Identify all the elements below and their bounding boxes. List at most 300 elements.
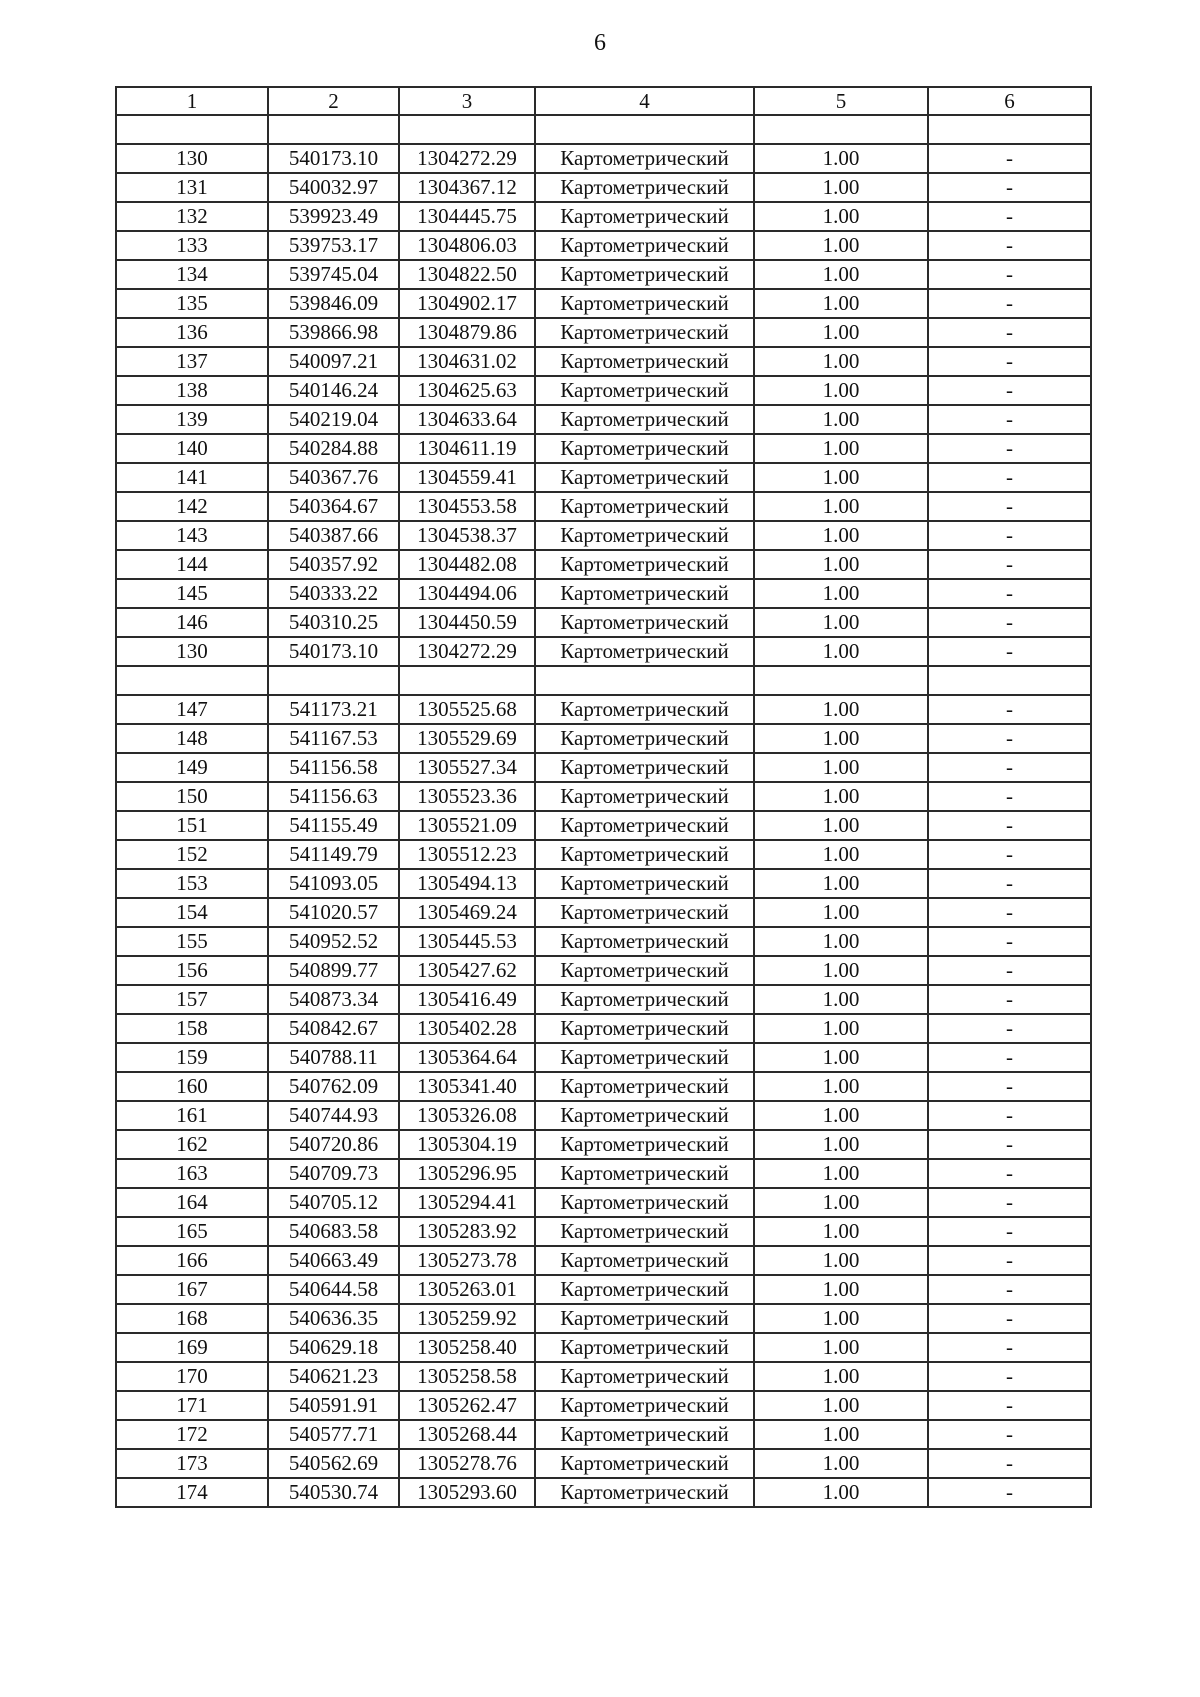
note-cell: -	[928, 1188, 1091, 1217]
note-cell: -	[928, 869, 1091, 898]
y-coordinate-cell: 1304367.12	[399, 173, 535, 202]
accuracy-cell: 1.00	[754, 608, 928, 637]
table-row	[116, 1188, 1091, 1217]
y-coordinate-cell: 1305294.41	[399, 1188, 535, 1217]
note-cell: -	[928, 1130, 1091, 1159]
accuracy-cell: 1.00	[754, 405, 928, 434]
method-cell: Картометрический	[535, 1246, 754, 1275]
x-coordinate-cell: 541093.05	[268, 869, 399, 898]
y-coordinate-cell: 1304553.58	[399, 492, 535, 521]
method-cell: Картометрический	[535, 1014, 754, 1043]
method-cell: Картометрический	[535, 637, 754, 666]
accuracy-cell: 1.00	[754, 1304, 928, 1333]
accuracy-cell: 1.00	[754, 434, 928, 463]
x-coordinate-cell: 540629.18	[268, 1333, 399, 1362]
point-number-cell: 151	[116, 811, 268, 840]
y-coordinate-cell: 1305521.09	[399, 811, 535, 840]
y-coordinate-cell: 1304494.06	[399, 579, 535, 608]
y-coordinate-cell: 1305293.60	[399, 1478, 535, 1507]
contour-separator-row	[116, 666, 1091, 695]
point-number-cell: 167	[116, 1275, 268, 1304]
y-coordinate-cell: 1305364.64	[399, 1043, 535, 1072]
y-coordinate-cell: 1304450.59	[399, 608, 535, 637]
accuracy-cell: 1.00	[754, 927, 928, 956]
x-coordinate-cell: 540387.66	[268, 521, 399, 550]
y-coordinate-cell: 1304822.50	[399, 260, 535, 289]
x-coordinate-cell: 540146.24	[268, 376, 399, 405]
table-row	[116, 289, 1091, 318]
x-coordinate-cell: 541156.63	[268, 782, 399, 811]
x-coordinate-cell: 540310.25	[268, 608, 399, 637]
x-coordinate-cell: 540367.76	[268, 463, 399, 492]
table-row	[116, 492, 1091, 521]
accuracy-cell: 1.00	[754, 173, 928, 202]
table-row	[116, 695, 1091, 724]
empty-cell	[928, 666, 1091, 695]
empty-cell	[754, 115, 928, 144]
x-coordinate-cell: 541156.58	[268, 753, 399, 782]
method-cell: Картометрический	[535, 695, 754, 724]
note-cell: -	[928, 521, 1091, 550]
accuracy-cell: 1.00	[754, 289, 928, 318]
point-number-cell: 156	[116, 956, 268, 985]
accuracy-cell: 1.00	[754, 1391, 928, 1420]
accuracy-cell: 1.00	[754, 898, 928, 927]
note-cell: -	[928, 289, 1091, 318]
method-cell: Картометрический	[535, 1478, 754, 1507]
table-row	[116, 1014, 1091, 1043]
accuracy-cell: 1.00	[754, 1188, 928, 1217]
table-row	[116, 1101, 1091, 1130]
table-row	[116, 724, 1091, 753]
note-cell: -	[928, 1333, 1091, 1362]
accuracy-cell: 1.00	[754, 1333, 928, 1362]
column-number: 3	[399, 87, 535, 115]
y-coordinate-cell: 1304445.75	[399, 202, 535, 231]
point-number-cell: 142	[116, 492, 268, 521]
accuracy-cell: 1.00	[754, 1362, 928, 1391]
table-row	[116, 173, 1091, 202]
y-coordinate-cell: 1305258.40	[399, 1333, 535, 1362]
coordinates-table	[115, 86, 1092, 1508]
y-coordinate-cell: 1305494.13	[399, 869, 535, 898]
table-row	[116, 898, 1091, 927]
point-number-cell: 155	[116, 927, 268, 956]
point-number-cell: 148	[116, 724, 268, 753]
point-number-cell: 152	[116, 840, 268, 869]
accuracy-cell: 1.00	[754, 202, 928, 231]
accuracy-cell: 1.00	[754, 260, 928, 289]
note-cell: -	[928, 550, 1091, 579]
point-number-cell: 133	[116, 231, 268, 260]
accuracy-cell: 1.00	[754, 695, 928, 724]
accuracy-cell: 1.00	[754, 1159, 928, 1188]
method-cell: Картометрический	[535, 1391, 754, 1420]
point-number-cell: 174	[116, 1478, 268, 1507]
point-number-cell: 161	[116, 1101, 268, 1130]
x-coordinate-cell: 540097.21	[268, 347, 399, 376]
x-coordinate-cell: 541149.79	[268, 840, 399, 869]
point-number-cell: 136	[116, 318, 268, 347]
note-cell: -	[928, 1304, 1091, 1333]
method-cell: Картометрический	[535, 463, 754, 492]
accuracy-cell: 1.00	[754, 1101, 928, 1130]
table-row	[116, 608, 1091, 637]
y-coordinate-cell: 1304482.08	[399, 550, 535, 579]
column-number: 4	[535, 87, 754, 115]
point-number-cell: 153	[116, 869, 268, 898]
x-coordinate-cell: 541173.21	[268, 695, 399, 724]
method-cell: Картометрический	[535, 753, 754, 782]
table-row	[116, 1478, 1091, 1507]
x-coordinate-cell: 540720.86	[268, 1130, 399, 1159]
y-coordinate-cell: 1305527.34	[399, 753, 535, 782]
y-coordinate-cell: 1305529.69	[399, 724, 535, 753]
note-cell: -	[928, 811, 1091, 840]
y-coordinate-cell: 1305283.92	[399, 1217, 535, 1246]
y-coordinate-cell: 1305259.92	[399, 1304, 535, 1333]
y-coordinate-cell: 1305512.23	[399, 840, 535, 869]
method-cell: Картометрический	[535, 1217, 754, 1246]
method-cell: Картометрический	[535, 956, 754, 985]
table-row	[116, 1362, 1091, 1391]
note-cell: -	[928, 1362, 1091, 1391]
note-cell: -	[928, 318, 1091, 347]
note-cell: -	[928, 144, 1091, 173]
accuracy-cell: 1.00	[754, 840, 928, 869]
note-cell: -	[928, 1478, 1091, 1507]
method-cell: Картометрический	[535, 318, 754, 347]
note-cell: -	[928, 898, 1091, 927]
method-cell: Картометрический	[535, 1130, 754, 1159]
method-cell: Картометрический	[535, 202, 754, 231]
table-row	[116, 1072, 1091, 1101]
y-coordinate-cell: 1305416.49	[399, 985, 535, 1014]
x-coordinate-cell: 541155.49	[268, 811, 399, 840]
method-cell: Картометрический	[535, 1333, 754, 1362]
method-cell: Картометрический	[535, 1188, 754, 1217]
table-row	[116, 260, 1091, 289]
method-cell: Картометрический	[535, 231, 754, 260]
accuracy-cell: 1.00	[754, 1043, 928, 1072]
note-cell: -	[928, 231, 1091, 260]
y-coordinate-cell: 1304902.17	[399, 289, 535, 318]
empty-cell	[928, 115, 1091, 144]
table-row	[116, 1159, 1091, 1188]
method-cell: Картометрический	[535, 1275, 754, 1304]
note-cell: -	[928, 347, 1091, 376]
method-cell: Картометрический	[535, 550, 754, 579]
note-cell: -	[928, 492, 1091, 521]
method-cell: Картометрический	[535, 985, 754, 1014]
x-coordinate-cell: 540762.09	[268, 1072, 399, 1101]
y-coordinate-cell: 1305402.28	[399, 1014, 535, 1043]
table-row	[116, 434, 1091, 463]
y-coordinate-cell: 1304633.64	[399, 405, 535, 434]
y-coordinate-cell: 1305304.19	[399, 1130, 535, 1159]
table-row	[116, 579, 1091, 608]
x-coordinate-cell: 539753.17	[268, 231, 399, 260]
table-row	[116, 405, 1091, 434]
accuracy-cell: 1.00	[754, 637, 928, 666]
x-coordinate-cell: 539866.98	[268, 318, 399, 347]
method-cell: Картометрический	[535, 260, 754, 289]
table-row	[116, 347, 1091, 376]
y-coordinate-cell: 1305273.78	[399, 1246, 535, 1275]
table-row	[116, 202, 1091, 231]
point-number-cell: 169	[116, 1333, 268, 1362]
method-cell: Картометрический	[535, 289, 754, 318]
x-coordinate-cell: 539923.49	[268, 202, 399, 231]
table-row	[116, 1043, 1091, 1072]
column-number: 6	[928, 87, 1091, 115]
method-cell: Картометрический	[535, 1362, 754, 1391]
x-coordinate-cell: 539846.09	[268, 289, 399, 318]
point-number-cell: 147	[116, 695, 268, 724]
accuracy-cell: 1.00	[754, 492, 928, 521]
column-number: 2	[268, 87, 399, 115]
method-cell: Картометрический	[535, 898, 754, 927]
accuracy-cell: 1.00	[754, 347, 928, 376]
accuracy-cell: 1.00	[754, 550, 928, 579]
y-coordinate-cell: 1304625.63	[399, 376, 535, 405]
point-number-cell: 159	[116, 1043, 268, 1072]
x-coordinate-cell: 540952.52	[268, 927, 399, 956]
x-coordinate-cell: 540032.97	[268, 173, 399, 202]
y-coordinate-cell: 1305262.47	[399, 1391, 535, 1420]
point-number-cell: 162	[116, 1130, 268, 1159]
empty-cell	[399, 115, 535, 144]
table-row	[116, 463, 1091, 492]
x-coordinate-cell: 540842.67	[268, 1014, 399, 1043]
method-cell: Картометрический	[535, 1304, 754, 1333]
method-cell: Картометрический	[535, 1449, 754, 1478]
point-number-cell: 157	[116, 985, 268, 1014]
point-number-cell: 137	[116, 347, 268, 376]
y-coordinate-cell: 1304806.03	[399, 231, 535, 260]
table-row	[116, 637, 1091, 666]
accuracy-cell: 1.00	[754, 956, 928, 985]
empty-cell	[399, 666, 535, 695]
accuracy-cell: 1.00	[754, 231, 928, 260]
note-cell: -	[928, 753, 1091, 782]
table-row	[116, 956, 1091, 985]
y-coordinate-cell: 1304559.41	[399, 463, 535, 492]
table-row	[116, 869, 1091, 898]
accuracy-cell: 1.00	[754, 1072, 928, 1101]
y-coordinate-cell: 1305445.53	[399, 927, 535, 956]
table-row	[116, 1391, 1091, 1420]
y-coordinate-cell: 1305268.44	[399, 1420, 535, 1449]
y-coordinate-cell: 1304631.02	[399, 347, 535, 376]
note-cell: -	[928, 405, 1091, 434]
x-coordinate-cell: 540219.04	[268, 405, 399, 434]
x-coordinate-cell: 540683.58	[268, 1217, 399, 1246]
point-number-cell: 140	[116, 434, 268, 463]
table-row	[116, 985, 1091, 1014]
table-row	[116, 376, 1091, 405]
empty-cell	[268, 115, 399, 144]
table-row	[116, 318, 1091, 347]
point-number-cell: 132	[116, 202, 268, 231]
method-cell: Картометрический	[535, 173, 754, 202]
note-cell: -	[928, 1101, 1091, 1130]
column-number-row	[116, 87, 1091, 115]
table-row	[116, 1246, 1091, 1275]
table-row	[116, 840, 1091, 869]
accuracy-cell: 1.00	[754, 1130, 928, 1159]
empty-cell	[754, 666, 928, 695]
note-cell: -	[928, 260, 1091, 289]
method-cell: Картометрический	[535, 376, 754, 405]
accuracy-cell: 1.00	[754, 1449, 928, 1478]
note-cell: -	[928, 985, 1091, 1014]
note-cell: -	[928, 724, 1091, 753]
y-coordinate-cell: 1304879.86	[399, 318, 535, 347]
x-coordinate-cell: 540744.93	[268, 1101, 399, 1130]
point-number-cell: 154	[116, 898, 268, 927]
point-number-cell: 172	[116, 1420, 268, 1449]
note-cell: -	[928, 695, 1091, 724]
empty-cell	[268, 666, 399, 695]
point-number-cell: 131	[116, 173, 268, 202]
point-number-cell: 134	[116, 260, 268, 289]
accuracy-cell: 1.00	[754, 1217, 928, 1246]
point-number-cell: 135	[116, 289, 268, 318]
table-row	[116, 521, 1091, 550]
method-cell: Картометрический	[535, 434, 754, 463]
y-coordinate-cell: 1305523.36	[399, 782, 535, 811]
point-number-cell: 130	[116, 144, 268, 173]
point-number-cell: 141	[116, 463, 268, 492]
table-body	[116, 115, 1091, 1507]
point-number-cell: 146	[116, 608, 268, 637]
accuracy-cell: 1.00	[754, 753, 928, 782]
note-cell: -	[928, 927, 1091, 956]
point-number-cell: 150	[116, 782, 268, 811]
accuracy-cell: 1.00	[754, 1246, 928, 1275]
table-row	[116, 1304, 1091, 1333]
point-number-cell: 163	[116, 1159, 268, 1188]
table-row	[116, 1217, 1091, 1246]
x-coordinate-cell: 539745.04	[268, 260, 399, 289]
table-row	[116, 927, 1091, 956]
empty-cell	[116, 666, 268, 695]
method-cell: Картометрический	[535, 521, 754, 550]
point-number-cell: 165	[116, 1217, 268, 1246]
note-cell: -	[928, 608, 1091, 637]
accuracy-cell: 1.00	[754, 985, 928, 1014]
method-cell: Картометрический	[535, 1101, 754, 1130]
point-number-cell: 139	[116, 405, 268, 434]
point-number-cell: 130	[116, 637, 268, 666]
table-row	[116, 550, 1091, 579]
x-coordinate-cell: 540333.22	[268, 579, 399, 608]
empty-cell	[116, 115, 268, 144]
x-coordinate-cell: 540577.71	[268, 1420, 399, 1449]
table-row	[116, 811, 1091, 840]
page-number: 6	[594, 30, 606, 56]
note-cell: -	[928, 579, 1091, 608]
note-cell: -	[928, 1275, 1091, 1304]
note-cell: -	[928, 1072, 1091, 1101]
x-coordinate-cell: 540173.10	[268, 637, 399, 666]
accuracy-cell: 1.00	[754, 521, 928, 550]
point-number-cell: 145	[116, 579, 268, 608]
accuracy-cell: 1.00	[754, 579, 928, 608]
point-number-cell: 158	[116, 1014, 268, 1043]
method-cell: Картометрический	[535, 782, 754, 811]
note-cell: -	[928, 376, 1091, 405]
method-cell: Картометрический	[535, 579, 754, 608]
method-cell: Картометрический	[535, 144, 754, 173]
accuracy-cell: 1.00	[754, 1420, 928, 1449]
table-row	[116, 782, 1091, 811]
accuracy-cell: 1.00	[754, 144, 928, 173]
empty-cell	[535, 115, 754, 144]
empty-cell	[535, 666, 754, 695]
method-cell: Картометрический	[535, 811, 754, 840]
note-cell: -	[928, 1014, 1091, 1043]
accuracy-cell: 1.00	[754, 724, 928, 753]
method-cell: Картометрический	[535, 1420, 754, 1449]
accuracy-cell: 1.00	[754, 463, 928, 492]
x-coordinate-cell: 540562.69	[268, 1449, 399, 1478]
method-cell: Картометрический	[535, 405, 754, 434]
column-number: 5	[754, 87, 928, 115]
point-number-cell: 171	[116, 1391, 268, 1420]
note-cell: -	[928, 434, 1091, 463]
x-coordinate-cell: 540357.92	[268, 550, 399, 579]
note-cell: -	[928, 782, 1091, 811]
accuracy-cell: 1.00	[754, 376, 928, 405]
y-coordinate-cell: 1305263.01	[399, 1275, 535, 1304]
point-number-cell: 143	[116, 521, 268, 550]
note-cell: -	[928, 202, 1091, 231]
note-cell: -	[928, 463, 1091, 492]
x-coordinate-cell: 540284.88	[268, 434, 399, 463]
table-row	[116, 1449, 1091, 1478]
note-cell: -	[928, 1246, 1091, 1275]
x-coordinate-cell: 540705.12	[268, 1188, 399, 1217]
point-number-cell: 168	[116, 1304, 268, 1333]
note-cell: -	[928, 1420, 1091, 1449]
accuracy-cell: 1.00	[754, 782, 928, 811]
method-cell: Картометрический	[535, 1043, 754, 1072]
x-coordinate-cell: 541167.53	[268, 724, 399, 753]
note-cell: -	[928, 173, 1091, 202]
y-coordinate-cell: 1304272.29	[399, 637, 535, 666]
y-coordinate-cell: 1305469.24	[399, 898, 535, 927]
point-number-cell: 173	[116, 1449, 268, 1478]
note-cell: -	[928, 1449, 1091, 1478]
point-number-cell: 170	[116, 1362, 268, 1391]
x-coordinate-cell: 540173.10	[268, 144, 399, 173]
accuracy-cell: 1.00	[754, 1478, 928, 1507]
method-cell: Картометрический	[535, 869, 754, 898]
table-row	[116, 144, 1091, 173]
x-coordinate-cell: 540663.49	[268, 1246, 399, 1275]
y-coordinate-cell: 1305341.40	[399, 1072, 535, 1101]
method-cell: Картометрический	[535, 724, 754, 753]
table-row	[116, 1333, 1091, 1362]
table-row	[116, 231, 1091, 260]
note-cell: -	[928, 1217, 1091, 1246]
accuracy-cell: 1.00	[754, 318, 928, 347]
method-cell: Картометрический	[535, 927, 754, 956]
y-coordinate-cell: 1305427.62	[399, 956, 535, 985]
x-coordinate-cell: 540621.23	[268, 1362, 399, 1391]
